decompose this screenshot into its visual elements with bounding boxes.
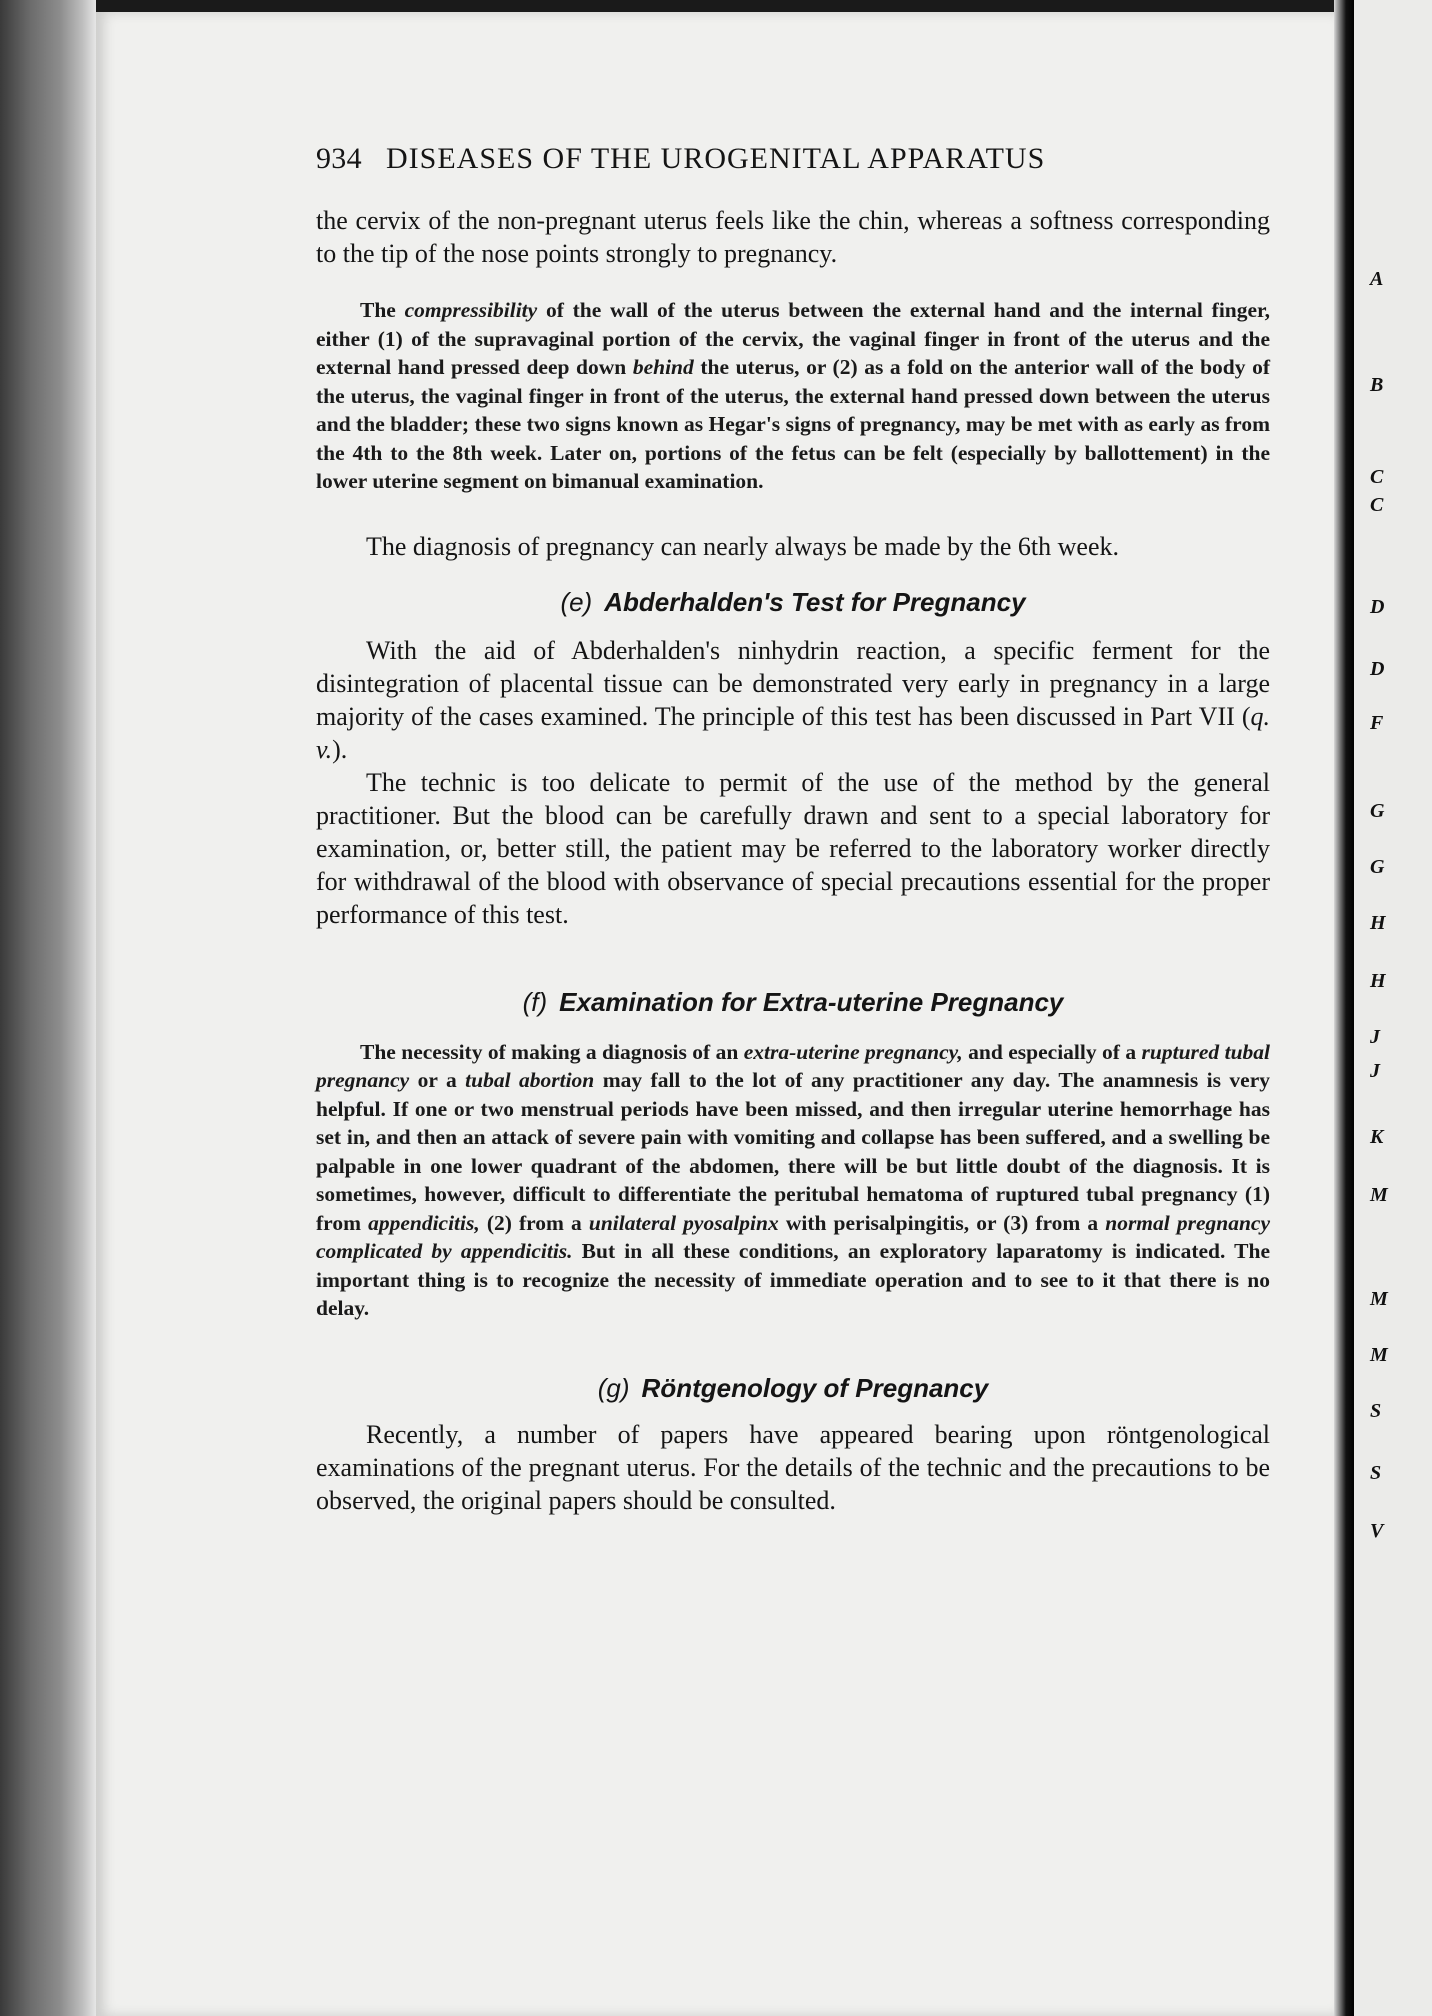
section-heading-rontgenology: (g) Röntgenology of Pregnancy	[597, 1372, 989, 1403]
edge-letter: G	[1370, 856, 1385, 878]
edge-letter: J	[1370, 1026, 1380, 1048]
edge-letter: S	[1370, 1400, 1382, 1422]
book-page	[96, 12, 1334, 2016]
paragraph-abderhalden-technic: The technic is too delicate to permit of the use of the method by the general practitioner. But the blood can be carefully drawn and sent to a special laboratory for examination, or, better still, the patient may be referred to the laboratory worker directly for withdrawal of the blood with observance of special precautions essential for the proper performance of this test.	[316, 767, 1270, 929]
edge-letter: G	[1370, 800, 1385, 822]
edge-letter: B	[1370, 374, 1384, 396]
edge-letter: S	[1370, 1462, 1382, 1484]
edge-letter: H	[1370, 970, 1386, 992]
edge-letter: V	[1370, 1520, 1384, 1542]
edge-letter: C	[1370, 494, 1384, 516]
edge-letter: D	[1370, 658, 1385, 680]
edge-letter: K	[1370, 1126, 1384, 1148]
edge-letter: C	[1370, 466, 1384, 488]
paragraph-cervix: the cervix of the non-pregnant uterus feels like the chin, whereas a softness corresponding to the tip of the nose points strongly to pregnancy.	[316, 206, 1270, 268]
running-head	[316, 142, 1270, 176]
page-gutter	[1334, 0, 1354, 2016]
edge-letter: M	[1370, 1184, 1388, 1206]
section-heading-extra-uterine: (f) Examination for Extra-uterine Pregnancy	[522, 986, 1064, 1017]
edge-letter: H	[1370, 912, 1386, 934]
edge-letter: F	[1370, 712, 1384, 734]
edge-letter: J	[1370, 1060, 1380, 1082]
next-page-edge	[1354, 0, 1432, 2016]
book-binding	[0, 0, 96, 2016]
paragraph-compressibility: The compressibility of the wall of the uterus between the external hand and the internal finger, either (1) of the supravaginal portion of the cervix, the vaginal finger in front of the uterus and the external hand pressed deep down behind the uterus, or (2) as a fold on the anterior wall of the body of the uterus, the vaginal finger in front of the uterus, the external hand pressed down between the uterus and the bladder; these two signs known as Hegar's signs of pregnancy, may be met with as early as from the 4th to the 8th week. Later on, portions of the fetus can be felt (especially by ballottement) in the lower uterine segment on bimanual examination.	[316, 298, 1271, 493]
running-head-title: DISEASES OF THE UROGENITAL APPARATUS	[386, 142, 1046, 175]
paragraph-rontgenology: Recently, a number of papers have appeared bearing upon röntgenological examinations of the pregnant uterus. For the details of the technic and the precautions to be observed, the original papers should be consulted.	[316, 1419, 1270, 1515]
edge-letter: M	[1370, 1288, 1388, 1310]
paragraph-extra-uterine: The necessity of making a diagnosis of an extra-uterine pregnancy, and especially of a ruptured tubal pregnancy or a tubal abortion may fall to the lot of any practitioner any day. The anamnesis is very helpful. If one or two menstrual periods have been missed, and then irregular uterine hemorrhage has set in, and then an attack of severe pain with vomiting and collapse has been suffered, and a swelling be palpable in one lower quadrant of the abdomen, there will be but little doubt of the diagnosis. It is sometimes, however, difficult to differentiate the peritubal hematoma of ruptured tubal pregnancy (1) from appendicitis, (2) from a unilateral pyosalpinx with perisalpingitis, or (3) from a normal pregnancy complicated by appendicitis. But in all these conditions, an exploratory laparatomy is indicated. The important thing is to recognize the necessity of immediate operation and to see to it that there is no delay.	[316, 1039, 1270, 1320]
page-number: 934	[316, 142, 362, 175]
section-heading-abderhalden: (e) Abderhalden's Test for Pregnancy	[560, 586, 1026, 617]
paragraph-abderhalden-reaction: With the aid of Abderhalden's ninhydrin reaction, a specific ferment for the disintegration of placental tissue can be demonstrated very early in pregnancy in a large majority of the cases examined. The principle of this test has been discussed in Part VII (q. v.).	[316, 635, 1270, 764]
paragraph-diagnosis: The diagnosis of pregnancy can nearly always be made by the 6th week.	[366, 531, 1120, 561]
edge-letter: M	[1370, 1344, 1388, 1366]
edge-letter: D	[1370, 596, 1385, 618]
edge-letter: A	[1370, 268, 1384, 290]
page-content	[316, 142, 1270, 1517]
